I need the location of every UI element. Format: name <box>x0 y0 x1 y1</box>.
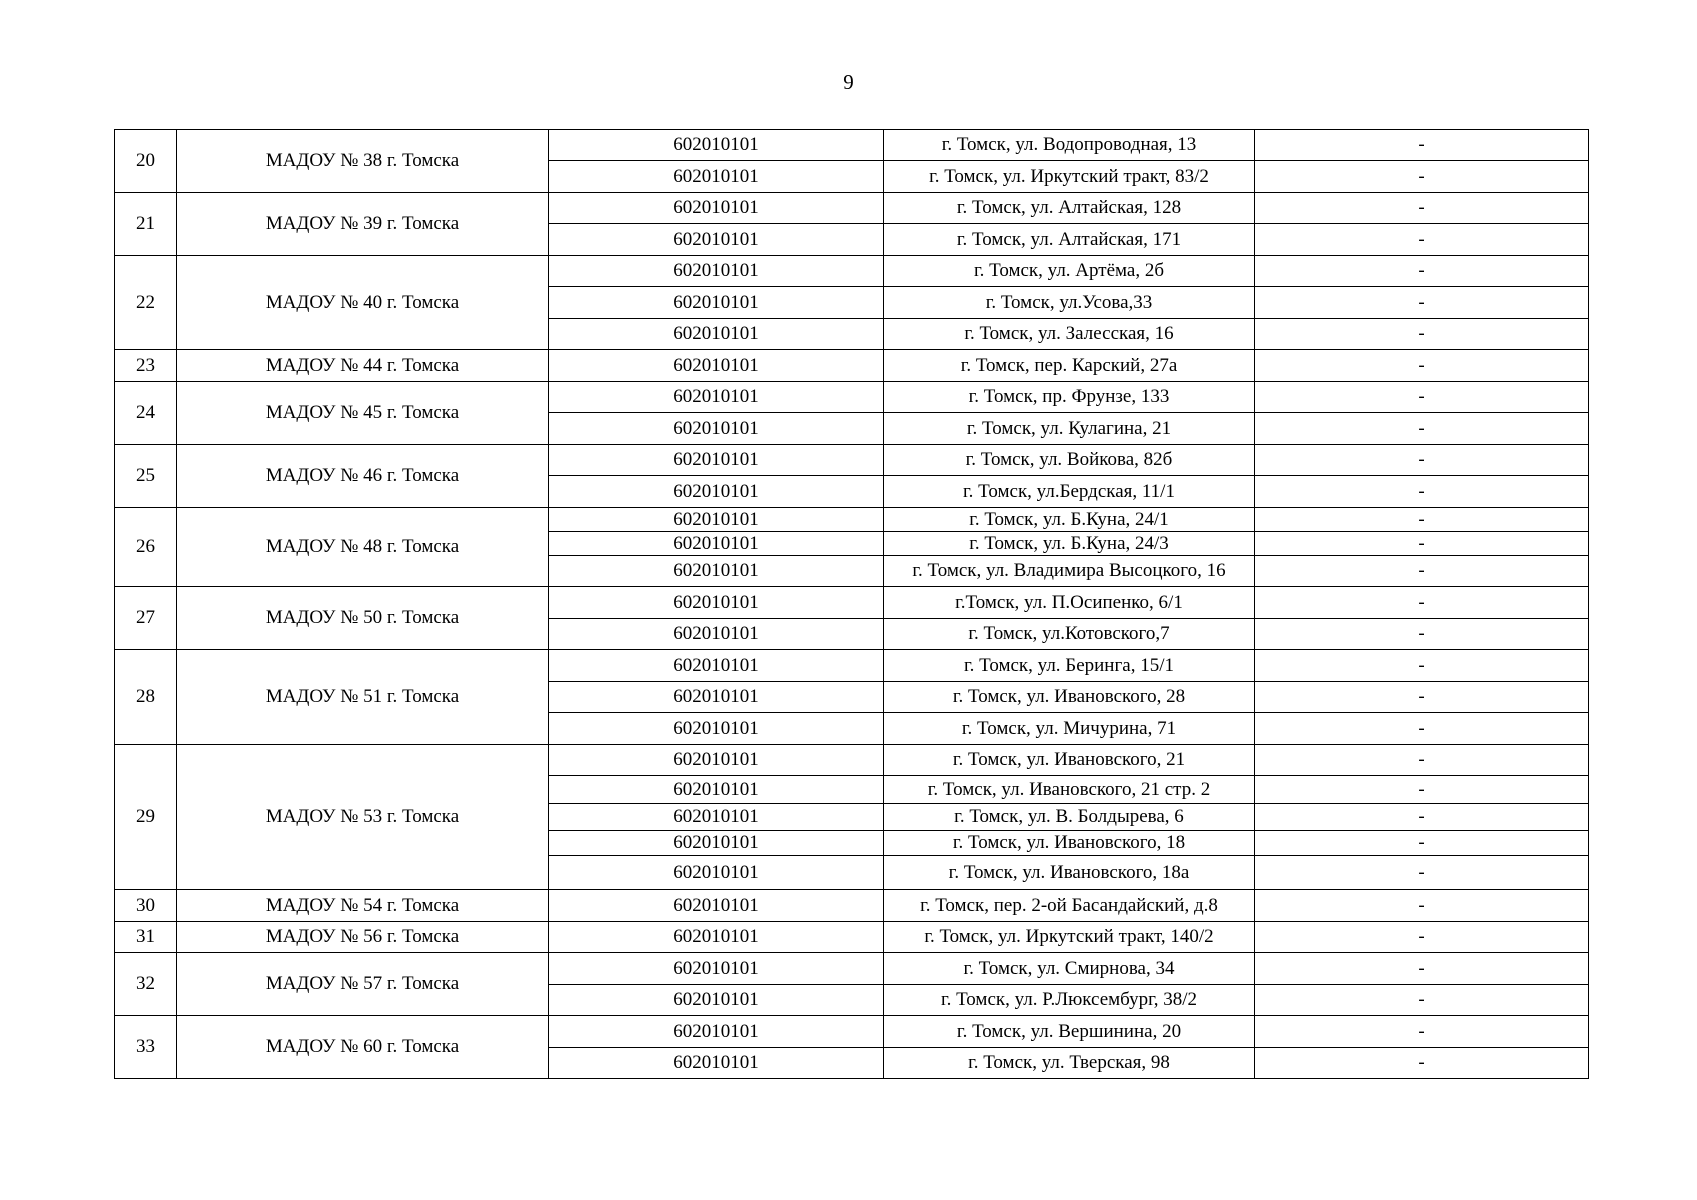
address-cell: г. Томск, ул. Вершинина, 20 <box>884 1016 1255 1048</box>
table-row <box>115 508 1589 532</box>
table-row <box>115 650 1589 682</box>
code-cell: 602010101 <box>549 193 884 224</box>
institution-name-cell: МАДОУ № 50 г. Томска <box>177 587 549 650</box>
value-cell: - <box>1255 745 1589 776</box>
value-cell: - <box>1255 1016 1589 1048</box>
address-cell: г. Томск, пер. 2-ой Басандайский, д.8 <box>884 890 1255 922</box>
institution-name-cell: МАДОУ № 40 г. Томска <box>177 256 549 350</box>
code-cell: 602010101 <box>549 532 884 556</box>
table-row <box>115 587 1589 619</box>
address-cell: г. Томск, ул. Ивановского, 28 <box>884 682 1255 713</box>
value-cell: - <box>1255 532 1589 556</box>
value-cell: - <box>1255 619 1589 650</box>
code-cell: 602010101 <box>549 650 884 682</box>
value-cell: - <box>1255 804 1589 831</box>
institution-name-cell: МАДОУ № 44 г. Томска <box>177 350 549 382</box>
address-cell: г. Томск, ул. Залесская, 16 <box>884 319 1255 350</box>
code-cell: 602010101 <box>549 713 884 745</box>
table-row <box>115 953 1589 985</box>
address-cell: г. Томск, ул. Иркутский тракт, 140/2 <box>884 922 1255 953</box>
code-cell: 602010101 <box>549 619 884 650</box>
code-cell: 602010101 <box>549 587 884 619</box>
address-cell: г. Томск, ул. Водопроводная, 13 <box>884 130 1255 161</box>
table-row <box>115 1016 1589 1048</box>
address-cell: г. Томск, ул.Котовского,7 <box>884 619 1255 650</box>
row-number-cell: 33 <box>115 1016 177 1079</box>
value-cell: - <box>1255 856 1589 890</box>
row-number-cell: 26 <box>115 508 177 587</box>
institution-name-cell: МАДОУ № 48 г. Томска <box>177 508 549 587</box>
code-cell: 602010101 <box>549 1016 884 1048</box>
row-number-cell: 27 <box>115 587 177 650</box>
code-cell: 602010101 <box>549 161 884 193</box>
row-number-cell: 32 <box>115 953 177 1016</box>
address-cell: г. Томск, ул. Б.Куна, 24/3 <box>884 532 1255 556</box>
row-number-cell: 28 <box>115 650 177 745</box>
code-cell: 602010101 <box>549 804 884 831</box>
institution-name-cell: МАДОУ № 39 г. Томска <box>177 193 549 256</box>
address-cell: г. Томск, ул. Б.Куна, 24/1 <box>884 508 1255 532</box>
value-cell: - <box>1255 953 1589 985</box>
code-cell: 602010101 <box>549 445 884 476</box>
address-cell: г. Томск, ул. Ивановского, 18а <box>884 856 1255 890</box>
value-cell: - <box>1255 890 1589 922</box>
value-cell: - <box>1255 476 1589 508</box>
row-number-cell: 23 <box>115 350 177 382</box>
address-cell: г. Томск, ул. Ивановского, 21 стр. 2 <box>884 776 1255 804</box>
code-cell: 602010101 <box>549 682 884 713</box>
address-cell: г. Томск, ул. Ивановского, 21 <box>884 745 1255 776</box>
row-number-cell: 24 <box>115 382 177 445</box>
code-cell: 602010101 <box>549 224 884 256</box>
value-cell: - <box>1255 319 1589 350</box>
table-row <box>115 745 1589 776</box>
address-cell: г. Томск, ул. Тверская, 98 <box>884 1048 1255 1079</box>
code-cell: 602010101 <box>549 130 884 161</box>
code-cell: 602010101 <box>549 745 884 776</box>
value-cell: - <box>1255 776 1589 804</box>
address-cell: г. Томск, ул.Бердская, 11/1 <box>884 476 1255 508</box>
institution-name-cell: МАДОУ № 56 г. Томска <box>177 922 549 953</box>
address-cell: г. Томск, ул. Р.Люксембург, 38/2 <box>884 985 1255 1016</box>
code-cell: 602010101 <box>549 476 884 508</box>
value-cell: - <box>1255 287 1589 319</box>
value-cell: - <box>1255 382 1589 413</box>
value-cell: - <box>1255 161 1589 193</box>
code-cell: 602010101 <box>549 856 884 890</box>
page-number: 9 <box>843 70 854 94</box>
table-body <box>115 130 1589 1079</box>
address-cell: г. Томск, ул. Артёма, 2б <box>884 256 1255 287</box>
table-row <box>115 130 1589 161</box>
table-row <box>115 350 1589 382</box>
table-row <box>115 922 1589 953</box>
value-cell: - <box>1255 224 1589 256</box>
address-cell: г. Томск, ул. Владимира Высоцкого, 16 <box>884 556 1255 587</box>
code-cell: 602010101 <box>549 256 884 287</box>
row-number-cell: 31 <box>115 922 177 953</box>
address-cell: г. Томск, пр. Фрунзе, 133 <box>884 382 1255 413</box>
institution-name-cell: МАДОУ № 46 г. Томска <box>177 445 549 508</box>
value-cell: - <box>1255 556 1589 587</box>
address-cell: г. Томск, ул. Смирнова, 34 <box>884 953 1255 985</box>
value-cell: - <box>1255 650 1589 682</box>
institution-name-cell: МАДОУ № 45 г. Томска <box>177 382 549 445</box>
value-cell: - <box>1255 350 1589 382</box>
table-row <box>115 256 1589 287</box>
code-cell: 602010101 <box>549 831 884 856</box>
address-cell: г. Томск, ул. Иркутский тракт, 83/2 <box>884 161 1255 193</box>
code-cell: 602010101 <box>549 1048 884 1079</box>
row-number-cell: 20 <box>115 130 177 193</box>
value-cell: - <box>1255 831 1589 856</box>
value-cell: - <box>1255 587 1589 619</box>
code-cell: 602010101 <box>549 890 884 922</box>
value-cell: - <box>1255 682 1589 713</box>
code-cell: 602010101 <box>549 287 884 319</box>
code-cell: 602010101 <box>549 985 884 1016</box>
table-row <box>115 445 1589 476</box>
institution-name-cell: МАДОУ № 53 г. Томска <box>177 745 549 890</box>
address-cell: г. Томск, ул.Усова,33 <box>884 287 1255 319</box>
address-cell: г. Томск, ул. Ивановского, 18 <box>884 831 1255 856</box>
code-cell: 602010101 <box>549 556 884 587</box>
code-cell: 602010101 <box>549 953 884 985</box>
address-cell: г. Томск, ул. В. Болдырева, 6 <box>884 804 1255 831</box>
row-number-cell: 25 <box>115 445 177 508</box>
address-cell: г. Томск, ул. Беринга, 15/1 <box>884 650 1255 682</box>
row-number-cell: 21 <box>115 193 177 256</box>
value-cell: - <box>1255 1048 1589 1079</box>
institution-name-cell: МАДОУ № 54 г. Томска <box>177 890 549 922</box>
row-number-cell: 29 <box>115 745 177 890</box>
institution-name-cell: МАДОУ № 51 г. Томска <box>177 650 549 745</box>
value-cell: - <box>1255 413 1589 445</box>
address-cell: г. Томск, ул. Войкова, 82б <box>884 445 1255 476</box>
value-cell: - <box>1255 985 1589 1016</box>
table-row <box>115 193 1589 224</box>
row-number-cell: 22 <box>115 256 177 350</box>
code-cell: 602010101 <box>549 350 884 382</box>
value-cell: - <box>1255 445 1589 476</box>
code-cell: 602010101 <box>549 776 884 804</box>
address-cell: г. Томск, ул. Кулагина, 21 <box>884 413 1255 445</box>
institutions-table <box>114 129 1589 1079</box>
code-cell: 602010101 <box>549 508 884 532</box>
code-cell: 602010101 <box>549 382 884 413</box>
value-cell: - <box>1255 713 1589 745</box>
institution-name-cell: МАДОУ № 38 г. Томска <box>177 130 549 193</box>
address-cell: г. Томск, ул. Мичурина, 71 <box>884 713 1255 745</box>
value-cell: - <box>1255 256 1589 287</box>
value-cell: - <box>1255 508 1589 532</box>
address-cell: г. Томск, ул. Алтайская, 171 <box>884 224 1255 256</box>
code-cell: 602010101 <box>549 922 884 953</box>
address-cell: г.Томск, ул. П.Осипенко, 6/1 <box>884 587 1255 619</box>
institution-name-cell: МАДОУ № 57 г. Томска <box>177 953 549 1016</box>
address-cell: г. Томск, пер. Карский, 27а <box>884 350 1255 382</box>
value-cell: - <box>1255 130 1589 161</box>
value-cell: - <box>1255 922 1589 953</box>
institution-name-cell: МАДОУ № 60 г. Томска <box>177 1016 549 1079</box>
table-row <box>115 890 1589 922</box>
code-cell: 602010101 <box>549 319 884 350</box>
code-cell: 602010101 <box>549 413 884 445</box>
table-row <box>115 382 1589 413</box>
value-cell: - <box>1255 193 1589 224</box>
address-cell: г. Томск, ул. Алтайская, 128 <box>884 193 1255 224</box>
row-number-cell: 30 <box>115 890 177 922</box>
